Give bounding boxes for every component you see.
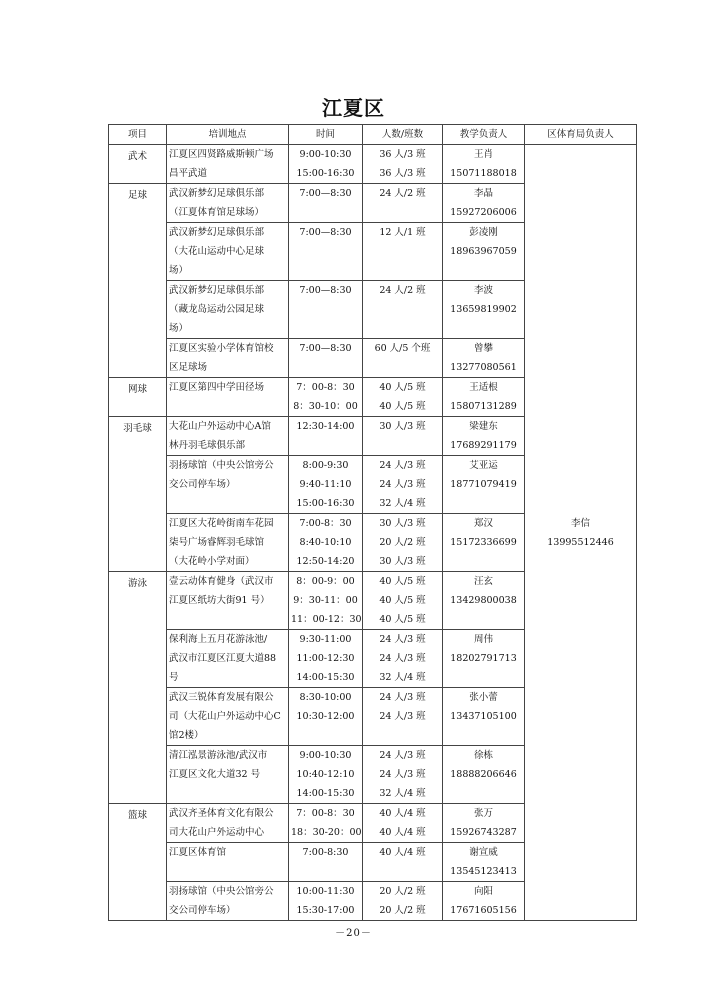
location-cell [167, 417, 289, 456]
location-cell [167, 184, 289, 223]
header-time: 时间 [289, 125, 363, 145]
project-cell: 足球 [109, 184, 167, 378]
time-cell [289, 882, 363, 921]
count-cell-line: 60 人/5 个班 [374, 343, 431, 354]
count-cell-line: 20 人/2 班 [379, 537, 426, 548]
count-cell [363, 417, 443, 456]
time-cell-line: 12:50-14:20 [296, 556, 355, 567]
time-cell [289, 688, 363, 746]
teacher-cell-line: 王肖 [473, 149, 493, 160]
time-cell-line: 9:00-10:30 [299, 750, 352, 761]
project-cell: 篮球 [109, 804, 167, 921]
teacher-cell-line: 18771079419 [450, 479, 517, 490]
teacher-cell-line: 13659819902 [450, 304, 517, 315]
teacher-cell-line: 李晶 [473, 188, 493, 199]
count-cell [363, 223, 443, 281]
teacher-cell-line: 曾攀 [473, 343, 493, 354]
time-cell-line: 12:30-14:00 [296, 421, 355, 432]
header-project: 项目 [109, 125, 167, 145]
location-cell-line: 场） [169, 323, 189, 334]
location-cell-line: （藏龙岛运动公园足球 [169, 304, 265, 315]
location-cell-line: 江夏区大花岭街南车花园 [169, 518, 274, 529]
time-cell-line: 10:30-12:00 [296, 711, 355, 722]
time-cell [289, 843, 363, 882]
training-schedule-table [108, 124, 637, 921]
teacher-cell-line: 13437105100 [450, 711, 517, 722]
table-header-row [109, 125, 637, 145]
count-cell [363, 339, 443, 378]
location-cell-line: （江夏体育馆足球场） [169, 207, 265, 218]
location-cell-line: 司大花山户外运动中心 [169, 827, 265, 838]
teacher-cell-line: 18963967059 [450, 246, 517, 257]
location-cell [167, 882, 289, 921]
location-cell-line: 江夏区体育馆 [169, 847, 227, 858]
count-cell-line: 24 人/3 班 [379, 460, 426, 471]
time-cell [289, 456, 363, 514]
count-cell-line: 40 人/4 班 [379, 808, 426, 819]
time-cell-line: 18：30-20：00 [291, 827, 362, 838]
count-cell-line: 24 人/3 班 [379, 769, 426, 780]
location-cell [167, 514, 289, 572]
time-cell-line: 7：00-8：30 [296, 382, 355, 393]
location-cell [167, 804, 289, 843]
count-cell-line: 40 人/5 班 [379, 595, 426, 606]
header-count: 人数/班数 [363, 125, 443, 145]
time-cell [289, 746, 363, 804]
teacher-cell-line: 张小蕾 [469, 692, 498, 703]
header-location: 培训地点 [167, 125, 289, 145]
location-cell-line: 江夏区四贤路威斯顿广场 [169, 149, 274, 160]
count-cell-line: 24 人/3 班 [379, 653, 426, 664]
location-cell [167, 843, 289, 882]
location-cell-line: 武汉新梦幻足球俱乐部 [169, 285, 265, 296]
teacher-cell-line: 15927206006 [450, 207, 517, 218]
time-cell-line: 8：00-9：00 [296, 576, 355, 587]
location-cell-line: 江夏区实验小学体育馆校 [169, 343, 274, 354]
count-cell-line: 24 人/3 班 [379, 750, 426, 761]
teacher-cell-line: 徐栋 [473, 750, 493, 761]
time-cell-line: 7:00—8:30 [299, 343, 352, 354]
count-cell-line: 20 人/2 班 [379, 886, 426, 897]
count-cell-line: 40 人/5 班 [379, 576, 426, 587]
teacher-cell [443, 223, 525, 281]
time-cell-line: 10:00-11:30 [296, 886, 355, 897]
teacher-cell [443, 514, 525, 572]
teacher-cell-line: 13429800038 [450, 595, 517, 606]
location-cell-line: 交公司停车场） [169, 905, 236, 916]
time-cell-line: 7：00-8：30 [296, 808, 355, 819]
teacher-cell [443, 339, 525, 378]
time-cell-line: 7:00—8:30 [299, 227, 352, 238]
time-cell-line: 14:00-15:30 [296, 788, 355, 799]
teacher-cell [443, 804, 525, 843]
time-cell-line: 9:30-11:00 [299, 634, 352, 645]
count-cell-line: 12 人/1 班 [379, 227, 426, 238]
table-row [109, 145, 637, 184]
time-cell-line: 7:00—8:30 [299, 285, 352, 296]
count-cell-line: 30 人/3 班 [379, 556, 426, 567]
time-cell [289, 145, 363, 184]
location-cell [167, 746, 289, 804]
time-cell [289, 378, 363, 417]
time-cell-line: 7:00—8:30 [299, 188, 352, 199]
teacher-cell-line: 15926743287 [450, 827, 517, 838]
teacher-cell-line: 15807131289 [450, 401, 517, 412]
time-cell [289, 514, 363, 572]
director-cell [525, 145, 637, 921]
time-cell-line: 8:30-10:00 [299, 692, 352, 703]
teacher-cell-line: 汪玄 [473, 576, 493, 587]
location-cell-line: 壹云动体育健身（武汉市 [169, 576, 274, 587]
time-cell-line: 8：30-10：00 [293, 401, 358, 412]
count-cell-line: 24 人/2 班 [379, 188, 426, 199]
count-cell-line: 20 人/2 班 [379, 905, 426, 916]
teacher-cell-line: 李波 [473, 285, 493, 296]
location-cell [167, 572, 289, 630]
teacher-cell-line: 18202791713 [450, 653, 517, 664]
count-cell [363, 572, 443, 630]
location-cell-line: 武汉新梦幻足球俱乐部 [169, 188, 265, 199]
teacher-cell-line: 向阳 [473, 886, 493, 897]
time-cell-line: 7:00-8:30 [302, 847, 349, 858]
location-cell-line: 馆2楼） [169, 730, 204, 741]
location-cell [167, 378, 289, 417]
count-cell-line: 24 人/3 班 [379, 711, 426, 722]
location-cell-line: 羽扬球馆（中央公馆旁公 [169, 886, 274, 897]
teacher-cell-line: 王适根 [469, 382, 498, 393]
location-cell-line: 江夏区纸坊大街91 号） [169, 595, 270, 606]
location-cell-line: 保利海上五月花游泳池/ [169, 634, 268, 645]
page-number: －20－ [335, 928, 372, 939]
teacher-cell-line: 周伟 [473, 634, 493, 645]
location-cell [167, 688, 289, 746]
time-cell-line: 8:00-9:30 [302, 460, 349, 471]
teacher-cell-line: 梁建东 [469, 421, 498, 432]
location-cell-line: 大花山户外运动中心A馆 [169, 421, 271, 432]
teacher-cell-line: 郑汉 [473, 518, 493, 529]
teacher-cell-line: 18888206646 [450, 769, 517, 780]
location-cell [167, 145, 289, 184]
count-cell [363, 378, 443, 417]
location-cell-line: （大花山运动中心足球 [169, 246, 265, 257]
page-title: 江夏区 [322, 96, 385, 120]
time-cell-line: 9：30-11：00 [293, 595, 358, 606]
time-cell-line: 14:00-15:30 [296, 672, 355, 683]
location-cell-line: 交公司停车场） [169, 479, 236, 490]
teacher-cell-line: 张万 [473, 808, 493, 819]
count-cell [363, 281, 443, 339]
time-cell-line: 11：00-12：30 [291, 614, 362, 625]
teacher-cell [443, 145, 525, 184]
teacher-cell [443, 417, 525, 456]
count-cell-line: 24 人/3 班 [379, 634, 426, 645]
time-cell-line: 15:00-16:30 [296, 168, 355, 179]
count-cell-line: 32 人/4 班 [379, 672, 426, 683]
count-cell [363, 804, 443, 843]
count-cell [363, 184, 443, 223]
location-cell-line: 江夏区第四中学田径场 [169, 382, 265, 393]
location-cell-line: 江夏区文化大道32 号 [169, 769, 261, 780]
location-cell-line: 林丹羽毛球俱乐部 [169, 440, 246, 451]
teacher-cell [443, 184, 525, 223]
teacher-cell [443, 572, 525, 630]
location-cell-line: 柒号广场睿辉羽毛球馆 [169, 537, 265, 548]
location-cell-line: 武汉新梦幻足球俱乐部 [169, 227, 265, 238]
teacher-cell [443, 688, 525, 746]
count-cell [363, 688, 443, 746]
director-cell-line: 李信 [570, 517, 590, 529]
header-teacher: 教学负责人 [443, 125, 525, 145]
time-cell-line: 8:40-10:10 [299, 537, 352, 548]
director-cell-line: 13995512446 [547, 536, 614, 548]
time-cell [289, 630, 363, 688]
teacher-cell-line: 谢宣威 [469, 847, 498, 858]
location-cell [167, 281, 289, 339]
project-cell: 网球 [109, 378, 167, 417]
location-cell-line: 区足球场 [169, 362, 208, 373]
teacher-cell [443, 456, 525, 514]
count-cell-line: 30 人/3 班 [379, 421, 426, 432]
time-cell-line: 11:00-12:30 [296, 653, 355, 664]
count-cell-line: 24 人/3 班 [379, 479, 426, 490]
location-cell-line: 武汉齐圣体育文化有限公 [169, 808, 274, 819]
teacher-cell-line: 艾亚运 [469, 460, 498, 471]
location-cell-line: （大花岭小学对面） [169, 556, 255, 567]
time-cell-line: 9:00-10:30 [299, 149, 352, 160]
location-cell-line: 武汉市江夏区江夏大道88 [169, 653, 277, 664]
count-cell-line: 24 人/3 班 [379, 692, 426, 703]
teacher-cell-line: 17671605156 [450, 905, 517, 916]
project-cell: 羽毛球 [109, 417, 167, 572]
time-cell [289, 339, 363, 378]
count-cell-line: 24 人/2 班 [379, 285, 426, 296]
time-cell-line: 9:40-11:10 [299, 479, 352, 490]
header-director: 区体育局负责人 [525, 125, 637, 145]
project-cell: 武术 [109, 145, 167, 184]
teacher-cell [443, 843, 525, 882]
location-cell [167, 339, 289, 378]
count-cell [363, 145, 443, 184]
count-cell-line: 40 人/5 班 [379, 614, 426, 625]
teacher-cell-line: 13277080561 [450, 362, 517, 373]
count-cell-line: 36 人/3 班 [379, 149, 426, 160]
count-cell [363, 843, 443, 882]
time-cell-line: 15:30-17:00 [296, 905, 355, 916]
teacher-cell [443, 746, 525, 804]
teacher-cell-line: 13545123413 [450, 866, 517, 877]
time-cell-line: 15:00-16:30 [296, 498, 355, 509]
count-cell [363, 456, 443, 514]
teacher-cell-line: 15172336699 [450, 537, 517, 548]
time-cell-line: 7:00-8：30 [299, 518, 352, 529]
count-cell-line: 40 人/4 班 [379, 827, 426, 838]
teacher-cell [443, 281, 525, 339]
location-cell-line: 武汉三锐体育发展有限公 [169, 692, 274, 703]
count-cell-line: 32 人/4 班 [379, 498, 426, 509]
project-cell: 游泳 [109, 572, 167, 804]
time-cell [289, 804, 363, 843]
time-cell [289, 417, 363, 456]
location-cell [167, 630, 289, 688]
teacher-cell [443, 882, 525, 921]
location-cell-line: 羽扬球馆（中央公馆旁公 [169, 460, 274, 471]
teacher-cell-line: 彭凌刚 [469, 227, 498, 238]
teacher-cell-line: 15071188018 [450, 168, 517, 179]
count-cell-line: 40 人/4 班 [379, 847, 426, 858]
teacher-cell [443, 630, 525, 688]
count-cell-line: 40 人/5 班 [379, 382, 426, 393]
location-cell-line: 场） [169, 265, 189, 276]
location-cell [167, 456, 289, 514]
time-cell [289, 184, 363, 223]
count-cell-line: 40 人/5 班 [379, 401, 426, 412]
teacher-cell-line: 17689291179 [450, 440, 517, 451]
teacher-cell [443, 378, 525, 417]
location-cell-line: 司（大花山户外运动中心C [169, 711, 281, 722]
count-cell [363, 882, 443, 921]
count-cell-line: 30 人/3 班 [379, 518, 426, 529]
time-cell [289, 281, 363, 339]
location-cell-line: 昌平武道 [169, 168, 208, 179]
location-cell-line: 号 [169, 672, 179, 683]
count-cell-line: 36 人/3 班 [379, 168, 426, 179]
count-cell-line: 32 人/4 班 [379, 788, 426, 799]
location-cell-line: 清江泓景游泳池/武汉市 [169, 750, 268, 761]
count-cell [363, 746, 443, 804]
location-cell [167, 223, 289, 281]
count-cell [363, 630, 443, 688]
time-cell-line: 10:40-12:10 [296, 769, 355, 780]
count-cell [363, 514, 443, 572]
time-cell [289, 223, 363, 281]
time-cell [289, 572, 363, 630]
